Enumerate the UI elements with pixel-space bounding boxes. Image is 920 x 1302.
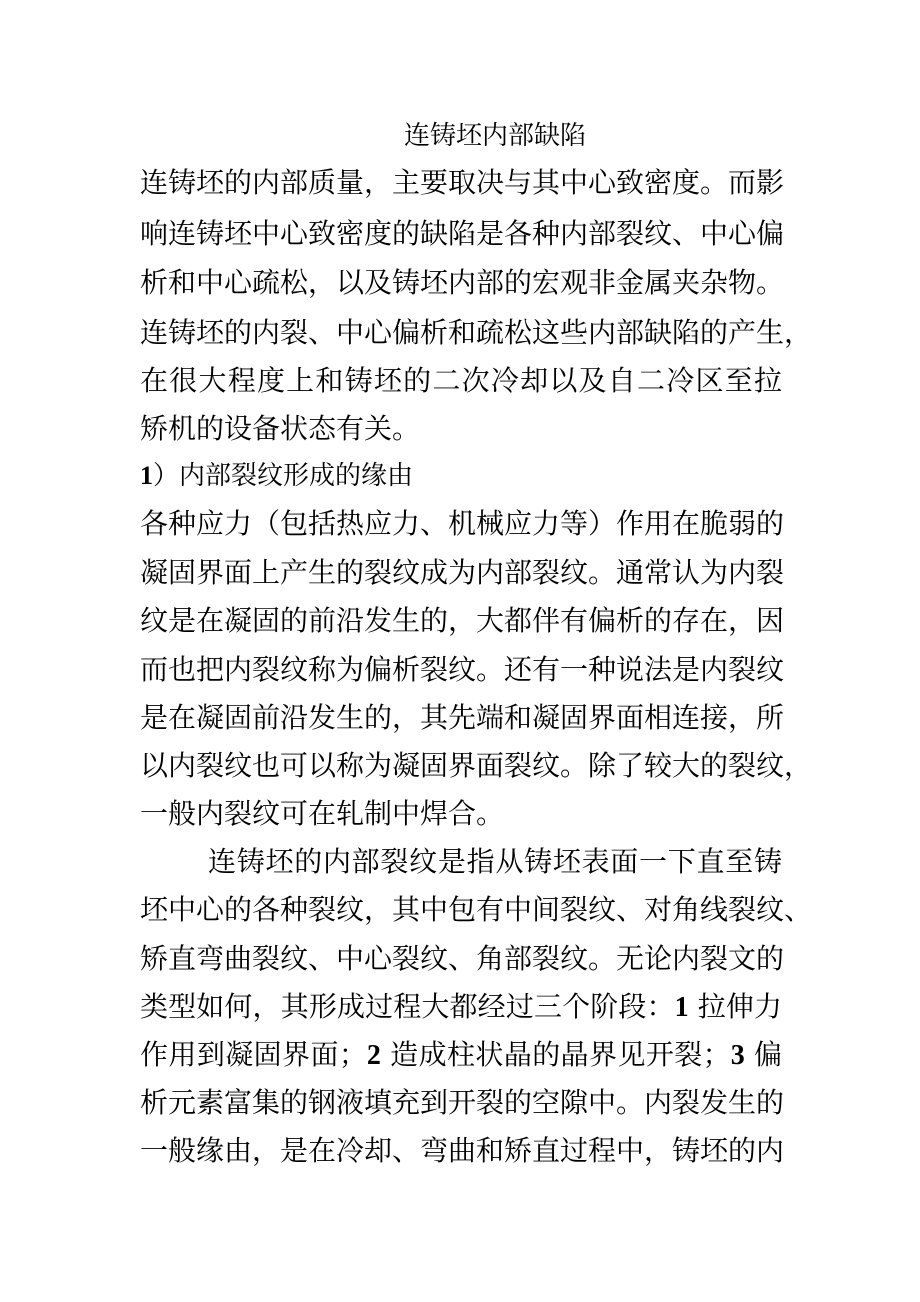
paragraph-1-line-5: 在很大程度上和铸坯的二次冷却以及自二冷区至拉 xyxy=(140,364,782,397)
paragraph-3-line-5 xyxy=(140,1035,782,1076)
paragraph-3-line-6: 析元素富集的钢液填充到开裂的空隙中。内裂发生的 xyxy=(140,1086,785,1119)
paragraph-3-line-5-text-a: 作用到凝固界面； xyxy=(140,1038,367,1071)
paragraph-1-line-3: 析和中心疏松，以及铸坯内部的宏观非金属夹杂物。 xyxy=(140,266,785,299)
document-title: 连铸坯内部缺陷 xyxy=(404,121,587,151)
paragraph-2-line-2: 凝固界面上产生的裂纹成为内部裂纹。通常认为内裂 xyxy=(140,556,785,589)
paragraph-3-line-4-text-a: 类型如何，其形成过程大都经过三个阶段： xyxy=(140,990,675,1023)
paragraph-3-line-5-text-b: 造成柱状晶的晶界见开裂； xyxy=(380,1038,731,1071)
paragraph-3-line-4 xyxy=(140,987,782,1028)
paragraph-3-line-1: 连铸坯的内部裂纹是指从铸坯表面一下直至铸 xyxy=(208,845,782,878)
paragraph-3-line-3: 矫直弯曲裂纹、中心裂纹、角部裂纹。无论内裂文的 xyxy=(140,942,785,975)
paragraph-1-line-4: 连铸坯的内裂、中心偏析和疏松这些内部缺陷的产生， xyxy=(140,316,813,349)
paragraph-3-line-5-text-c: 偏 xyxy=(744,1038,782,1071)
paragraph-3-line-7: 一般缘由，是在冷却、弯曲和矫直过程中，铸坯的内 xyxy=(140,1134,785,1167)
stage-number-1: 1 xyxy=(674,992,689,1023)
stage-number-3: 3 xyxy=(730,1040,745,1071)
paragraph-2-line-3: 纹是在凝固的前沿发生的，大都伴有偏析的存在，因 xyxy=(140,604,785,637)
paragraph-2-line-1: 各种应力（包括热应力、机械应力等）作用在脆弱的 xyxy=(140,507,785,540)
paragraph-2-line-5: 是在凝固前沿发生的，其先端和凝固界面相连接，所 xyxy=(140,701,785,734)
paragraph-3-line-2: 坯中心的各种裂纹，其中包有中间裂纹、对角线裂纹、 xyxy=(140,893,813,926)
paragraph-1-line-1: 连铸坯的内部质量，主要取决与其中心致密度。而影 xyxy=(140,166,785,199)
stage-number-2: 2 xyxy=(366,1040,381,1071)
section-heading-text: ）内部裂纹形成的缘由 xyxy=(153,461,414,491)
section-number: 1 xyxy=(140,461,153,490)
paragraph-2-line-4: 而也把内裂纹称为偏析裂纹。还有一种说法是内裂纹 xyxy=(140,653,785,686)
paragraph-2-line-7: 一般内裂纹可在轧制中焊合。 xyxy=(140,797,505,830)
paragraph-1-line-2: 响连铸坯中心致密度的缺陷是各种内部裂纹、中心偏 xyxy=(140,217,785,250)
section-heading xyxy=(140,457,413,495)
paragraph-3-line-4-text-b: 拉伸力 xyxy=(688,990,782,1023)
paragraph-2-line-6: 以内裂纹也可以称为凝固界面裂纹。除了较大的裂纹， xyxy=(140,749,813,782)
paragraph-1-line-6: 矫机的设备状态有关。 xyxy=(140,412,421,445)
